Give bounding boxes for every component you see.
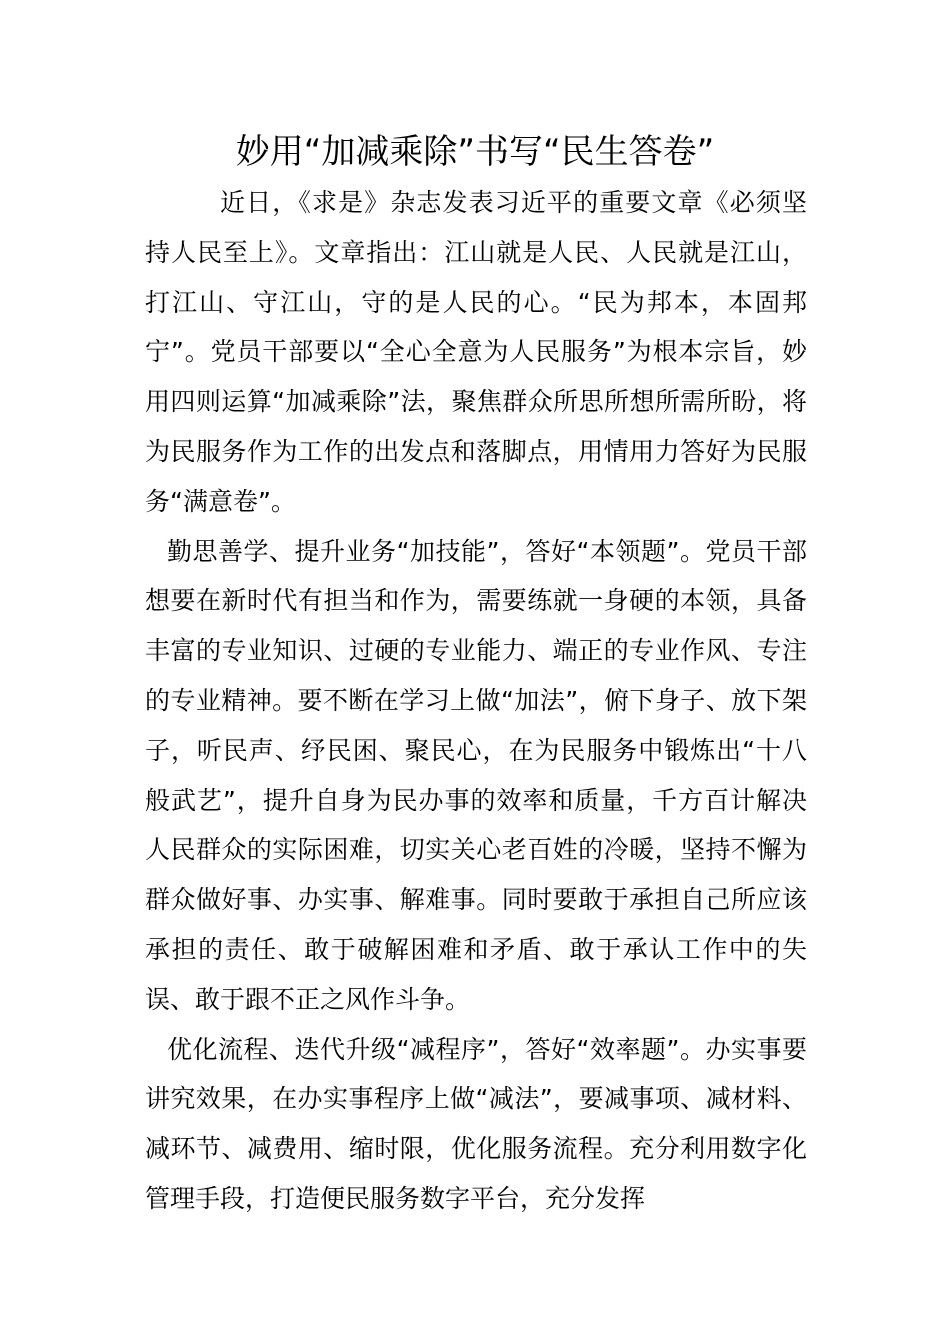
paragraph-add-skills: 勤思善学、提升业务“加技能”，答好“本领题”。党员干部想要在新时代有担当和作为，需要练就一身硬的本领，具备丰富的专业知识、过硬的专业能力、端正的专业作风、专注的专业精神。要不断在学习上做“加法”，俯下身子、放下架子，听民声、纾民困、聚民心，在为民服务中锻炼出“十八般武艺”，提升自身为民办事的效率和质量，千方百计解决人民群众的实际困难，切实关心老百姓的冷暖，坚持不懈为群众做好事、办实事、解难事。同时要敢于承担自己所应该承担的责任、敢于破解困难和矛盾、敢于承认工作中的失误、敢于跟不正之风作斗争。 bbox=[145, 536, 807, 1014]
document-body bbox=[145, 178, 807, 1224]
document-title: 妙用“加减乘除”书写“民生答卷” bbox=[235, 132, 715, 172]
paragraph-intro: 近日，《求是》杂志发表习近平的重要文章《必须坚持人民至上》。文章指出：江山就是人民、人民就是江山，打江山、守江山，守的是人民的心。“民为邦本，本固邦宁”。党员干部要以“全心全意为人民服务”为根本宗旨，妙用四则运算“加减乘除”法，聚焦群众所思所想所需所盼，将为民服务作为工作的出发点和落脚点，用情用力答好为民服务“满意卷”。 bbox=[145, 188, 807, 516]
paragraph-reduce-procedures: 优化流程、迭代升级“减程序”，答好“效率题”。办实事要讲究效果，在办实事程序上做“减法”，要减事项、减材料、减环节、减费用、缩时限，优化服务流程。充分利用数字化管理手段，打造便民服务数字平台，充分发挥 bbox=[145, 1034, 807, 1213]
